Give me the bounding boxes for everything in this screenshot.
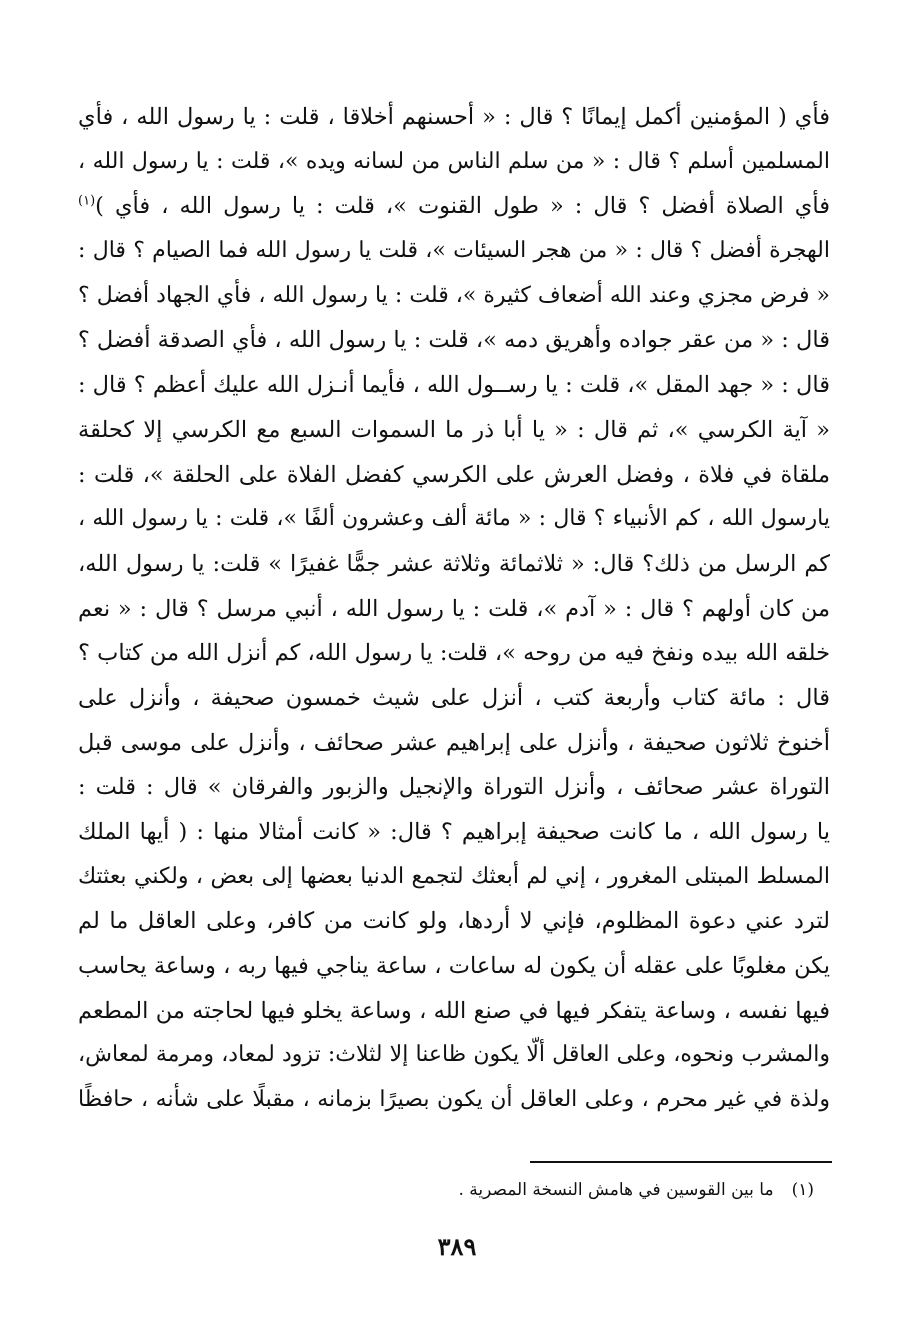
text-line-8: « آية الكرسي »، ثم قال : « يا أبا ذر ما السموات السبع مع الكرسي إلا كحلقة (78, 416, 830, 443)
text-line-12: من كان أولهم ؟ قال : « آدم »، قلت : يا رسول الله ، أنبي مرسل ؟ قال : « نعم (78, 595, 830, 622)
text-line-3 (78, 184, 830, 229)
text-line-15: أخنوخ ثلاثون صحيفة ، وأنزل على إبراهيم عشر صحائف ، وأنزل على موسى قبل (78, 729, 830, 756)
text-line-2: المسلمين أسلم ؟ قال : « من سلم الناس من لسانه ويده »، قلت : يا رسول الله ، (78, 148, 830, 174)
text-line-16: التوراة عشر صحائف ، وأنزل التوراة والإنجيل والزبور والفرقان » قال : قلت : (78, 774, 830, 801)
text-line-4: الهجرة أفضل ؟ قال : « من هجر السيئات »، قلت يا رسول الله فما الصيام ؟ قال : (78, 238, 830, 264)
text-line-1: فأي ( المؤمنين أكمل إيمانًا ؟ قال : « أحسنهم أخلاقا ، قلت : يا رسول الله ، فأي (78, 104, 830, 130)
text-line-20: يكن مغلوبًا على عقله أن يكون له ساعات ، ساعة يناجي فيها ربه ، وساعة يحاسب (78, 953, 830, 980)
footnote (458, 1178, 814, 1202)
text-line-7: قال : « جهد المقل »، قلت : يا رســول الله ، فأيما أنـزل الله عليك أعظم ؟ قال : (78, 372, 830, 399)
text-line-21: فيها نفسه ، وساعة يتفكر فيها في صنع الله ، وساعة يخلو فيها لحاجته من المطعم (78, 997, 830, 1024)
text-line-3-content: فأي الصلاة أفضل ؟ قال : « طول القنوت »، قلت : يا رسول الله ، فأي ) (95, 193, 830, 220)
text-line-22: والمشرب ونحوه، وعلى العاقل ألّا يكون ظاعنا إلا لثلاث: تزود لمعاد، ومرمة لمعاش، (78, 1042, 830, 1068)
footnote-reference-mark: (١) (78, 193, 96, 209)
text-line-19: لترد عني دعوة المظلوم، فإني لا أردها، ولو كانت من كافر، وعلى العاقل ما لم (78, 908, 830, 935)
footnote-number: (١) (791, 1180, 814, 1200)
text-line-6: قال : « من عقر جواده وأهريق دمه »، قلت : يا رسول الله ، فأي الصدقة أفضل ؟ (78, 327, 830, 354)
text-line-17: يا رسول الله ، ما كانت صحيفة إبراهيم ؟ قال: « كانت أمثالا منها : ( أيها الملك (78, 819, 830, 845)
text-line-10: يارسول الله ، كم الأنبياء ؟ قال : « مائة ألف وعشرون ألفًا »، قلت : يا رسول الله ، (78, 506, 830, 532)
text-line-5: « فرض مجزي وعند الله أضعاف كثيرة »، قلت : يا رسول الله ، فأي الجهاد أفضل ؟ (78, 282, 830, 308)
text-line-9: ملقاة في فلاة ، وفضل العرش على الكرسي كفضل الفلاة على الحلقة »، قلت : (78, 461, 830, 488)
footnote-separator (530, 1161, 832, 1163)
text-line-18: المسلط المبتلى المغرور ، إني لم أبعثك لتجمع الدنيا بعضها إلى بعض ، ولكني بعثتك (78, 863, 830, 889)
text-line-11: كم الرسل من ذلك؟ قال: « ثلاثمائة وثلاثة عشر جمًّا غفيرًا » قلت: يا رسول الله، (78, 550, 830, 577)
text-line-23: ولذة في غير محرم ، وعلى العاقل أن يكون بصيرًا بزمانه ، مقبلًا على شأنه ، حافظًا (78, 1087, 830, 1113)
page-number: ٣٨٩ (437, 1232, 477, 1261)
text-line-14: قال : مائة كتاب وأربعة كتب ، أنزل على شيث خمسون صحيفة ، وأنزل على (78, 684, 830, 711)
footnote-text: ما بين القوسين في هامش النسخة المصرية . (458, 1180, 774, 1200)
text-line-13: خلقه الله بيده ونفخ فيه من روحه »، قلت: يا رسول الله، كم أنزل الله من كتاب ؟ (78, 640, 830, 667)
main-text-block (78, 95, 830, 1123)
